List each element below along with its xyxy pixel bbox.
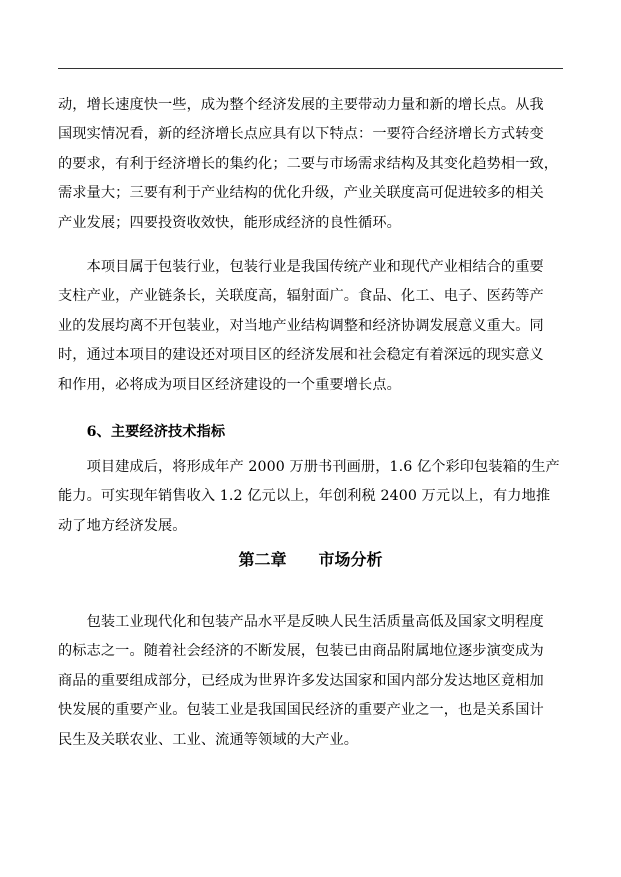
- text-line: 时，通过本项目的建设还对项目区的经济发展和社会稳定有着深远的现实意义: [58, 347, 544, 364]
- section-heading: [58, 418, 563, 447]
- text-line: 民生及关联农业、工业、流通等领域的大产业。: [58, 731, 359, 748]
- chapter-title: 第二章 市场分析: [238, 550, 383, 569]
- text-line: 包装工业现代化和包装产品水平是反映人民生活质量高低及国家文明程度: [58, 614, 544, 630]
- text-line: 项目建成后，将形成年产 2000 万册书刊画册，1.6 亿个彩印包装箱的生产: [58, 459, 560, 475]
- text-line: 业的发展均离不开包装业，对当地产业结构调整和经济协调发展意义重大。同: [58, 317, 544, 334]
- text-line: 本项目属于包装行业，包装行业是我国传统产业和现代产业相结合的重要: [58, 259, 544, 275]
- section-heading-text: 6、主要经济技术指标: [58, 424, 226, 440]
- text-line: 支柱产业，产业链条长，关联度高，辐射面广。食品、化工、电子、医药等产: [58, 288, 544, 305]
- text-line: 产业发展；四要投资收效快，能形成经济的良性循环。: [58, 214, 401, 231]
- text-line: 商品的重要组成部分，已经成为世界许多发达国家和国内部分发达地区竟相加: [58, 672, 544, 689]
- paragraph-packaging-industry: [58, 253, 563, 400]
- text-line: 动，增长速度快一些，成为整个经济发展的主要带动力量和新的增长点。从我: [58, 97, 544, 113]
- text-line: 的标志之一。随着社会经济的不断发展，包装已由商品附属地位逐步演变成为: [58, 643, 544, 660]
- text-line: 能力。可实现年销售收入 1.2 亿元以上，年创利税 2400 万元以上，有力地推: [58, 488, 551, 505]
- paragraph-technical-indicators: [58, 453, 563, 541]
- text-line: 的要求，有利于经济增长的集约化；二要与市场需求结构及其变化趋势相一致，: [58, 155, 559, 172]
- text-line: 动了地方经济发展。: [58, 517, 187, 534]
- text-line: 和作用，必将成为项目区经济建设的一个重要增长点。: [58, 376, 401, 393]
- text-line: 需求量大；三要有利于产业结构的优化升级，产业关联度高可促进较多的相关: [58, 185, 544, 202]
- text-line: 国现实情况看，新的经济增长点应具有以下特点：一要符合经济增长方式转变: [58, 126, 544, 143]
- text-line: 快发展的重要产业。包装工业是我国国民经济的重要产业之一，也是关系国计: [58, 702, 544, 719]
- header-rule: [58, 68, 563, 69]
- paragraph-market-analysis: [58, 608, 563, 755]
- paragraph-economic-growth: [58, 91, 563, 238]
